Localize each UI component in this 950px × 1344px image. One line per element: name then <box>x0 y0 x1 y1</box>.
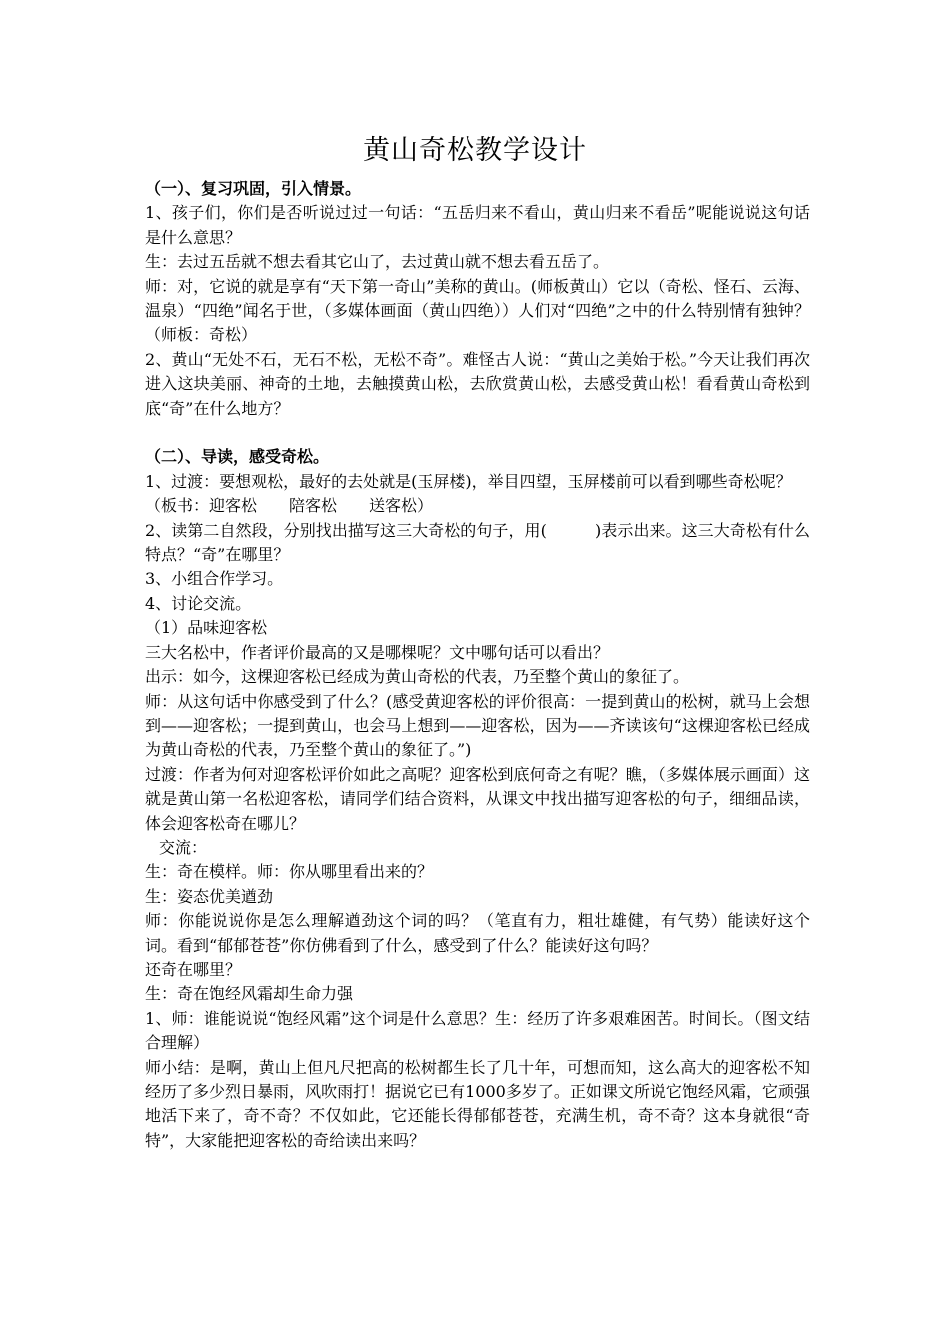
paragraph: 2、黄山“无处不石，无石不松，无松不奇”。难怪古人说：“黄山之美始于松。”今天让我们再次进入这块美丽、神奇的土地，去触摸黄山松，去欣赏黄山松，去感受黄山松！看看黄山奇松到底“奇”在什么地方？ <box>145 349 810 418</box>
paragraph: 过渡：作者为何对迎客松评价如此之高呢？迎客松到底何奇之有呢？瞧，（多媒体展示画面）这就是黄山第一名松迎客松，请同学们结合资料，从课文中找出描写迎客松的句子，细细品读，体会迎客松奇在哪儿？ <box>145 764 810 833</box>
paragraph: 生：姿态优美遒劲 <box>145 886 274 906</box>
paragraph: 4、讨论交流。 <box>145 593 252 613</box>
section-heading: （二）、导读，感受奇松。 <box>145 447 330 467</box>
paragraph: 师：从这句话中你感受到了什么？(感受黄迎客松的评价很高：一提到黄山的松树，就马上会想到——迎客松；一提到黄山，也会马上想到——迎客松，因为——齐读该句“这棵迎客松已经成为黄山奇松的代表，乃至整个黄山的象征了。”) <box>145 691 810 760</box>
paragraph: 师：你能说说你是怎么理解遒劲这个词的吗？（笔直有力，粗壮雄健，有气势）能读好这个词。看到“郁郁苍苍”你仿佛看到了什么，感受到了什么？能读好这句吗？ <box>145 911 810 955</box>
document-title: 黄山奇松教学设计 <box>363 135 587 166</box>
section-heading: （一）、复习巩固，引入情景。 <box>145 179 362 198</box>
paragraph: 师小结：是啊，黄山上但凡尺把高的松树都生长了几十年，可想而知，这么高大的迎客松不知经历了多少烈日暴雨，风吹雨打！据说它已有1000多岁了。正如课文所说它饱经风霜，它顽强地活下来了，奇不奇？不仅如此，它还能长得郁郁苍苍，充满生机，奇不奇？这本身就很“奇特”，大家能把迎客松的奇给读出来吗？ <box>145 1057 810 1150</box>
blank-line <box>145 421 810 445</box>
paragraph: 师：对，它说的就是享有“天下第一奇山”美称的黄山。(师板黄山）它以（奇松、怪石、云海、温泉）“四绝”闻名于世，（多媒体画面（黄山四绝））人们对“四绝”之中的什么特别情有独钟？（师板：奇松） <box>145 276 810 345</box>
paragraph: 生：去过五岳就不想去看其它山了，去过黄山就不想去看五岳了。 <box>145 252 610 272</box>
paragraph: 生：奇在饱经风霜却生命力强 <box>145 984 354 1004</box>
paragraph: 三大名松中，作者评价最高的又是哪棵呢？文中哪句话可以看出？ <box>145 642 610 662</box>
document-body <box>145 177 810 1153</box>
paragraph: 还奇在哪里？ <box>145 959 242 979</box>
paragraph: （1）品味迎客松 <box>145 618 268 638</box>
paragraph: 1、师：谁能说说“饱经风霜”这个词是什么意思？生：经历了许多艰难困苦。时间长。（图文结合理解） <box>145 1008 810 1053</box>
paragraph: 生：奇在模样。师：你从哪里看出来的？ <box>145 862 434 882</box>
paragraph: 交流： <box>159 837 208 857</box>
paragraph: 出示：如今，这棵迎客松已经成为黄山奇松的代表，乃至整个黄山的象征了。 <box>145 667 690 687</box>
paragraph: （板书：迎客松 陪客松 送客松） <box>145 496 434 516</box>
paragraph: 1、孩子们，你们是否听说过过一句话：“五岳归来不看山，黄山归来不看岳”呢能说说这句话是什么意思？ <box>145 203 810 247</box>
paragraph: 3、小组合作学习。 <box>145 569 284 589</box>
paragraph: 1、过渡：要想观松，最好的去处就是(玉屏楼)，举目四望，玉屏楼前可以看到哪些奇松呢？ <box>145 471 792 491</box>
paragraph: 2、读第二自然段，分别找出描写这三大奇松的句子，用( )表示出来。这三大奇松有什么特点？“奇”在哪里？ <box>145 520 810 565</box>
